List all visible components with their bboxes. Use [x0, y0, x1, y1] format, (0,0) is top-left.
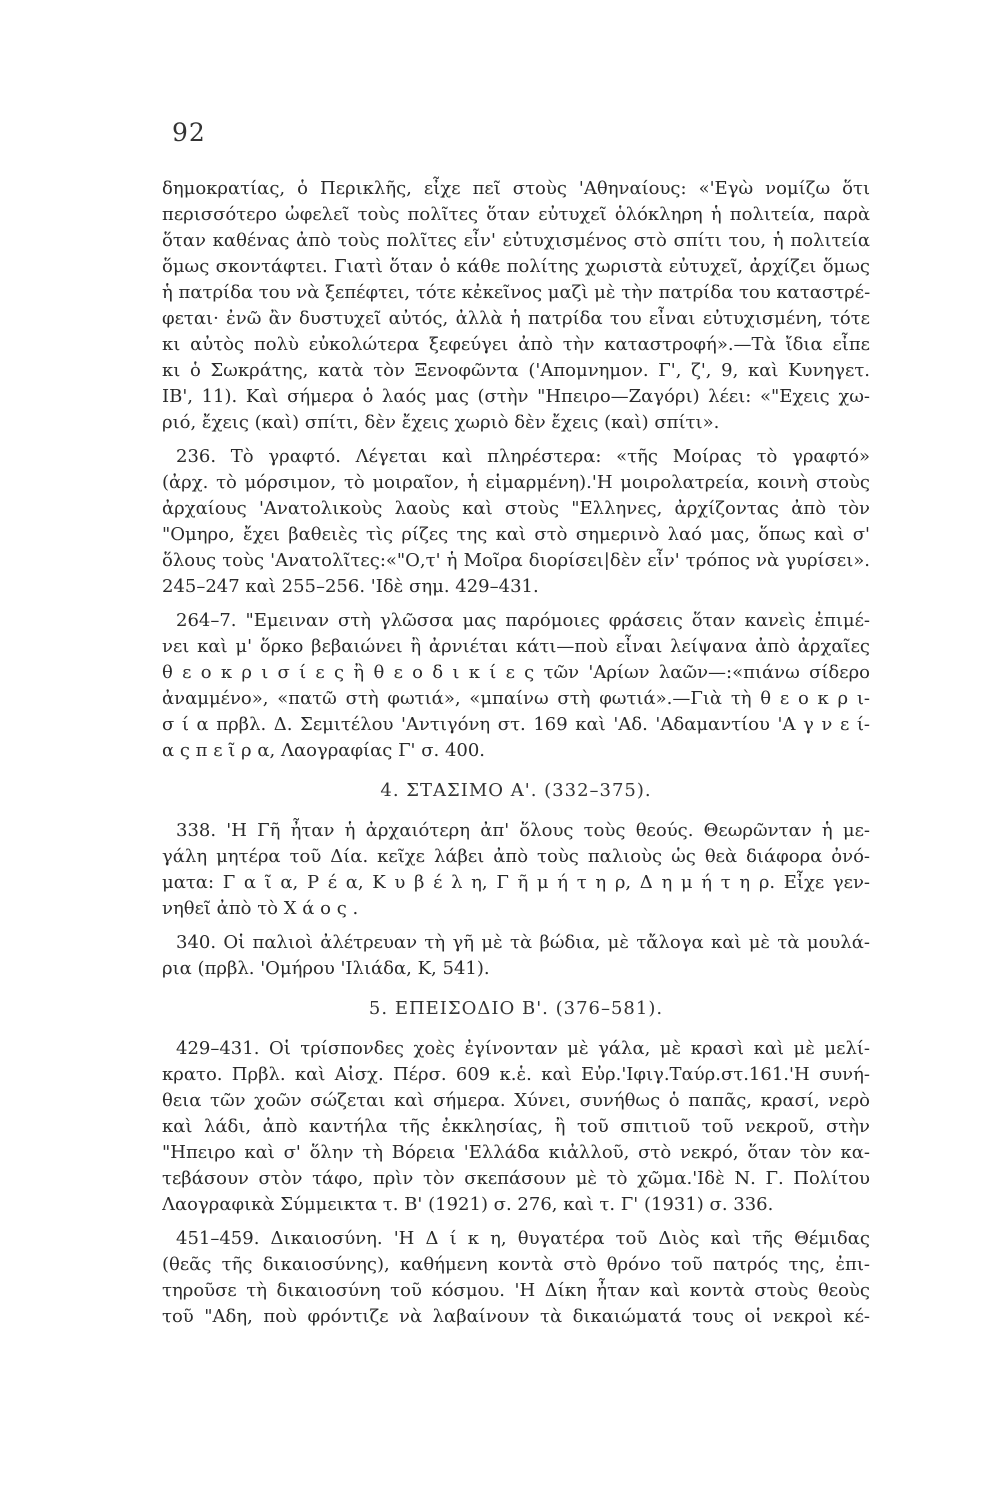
text-line: 338. 'Η Γῆ ἦταν ἡ ἀρχαιότερη ἀπ' ὅλους τοὺς θεούς. Θεωρῶνταν ἡ με-: [176, 820, 870, 841]
paragraph: [162, 444, 870, 600]
paragraph: [162, 1036, 870, 1218]
paragraph: [162, 1226, 870, 1330]
text-line: θεια τῶν χοῶν σώζεται καὶ σήμερα. Χύνει, συνήθως ὁ παπᾶς, κρασί, νερὸ: [162, 1090, 870, 1111]
paragraph-gap: [162, 764, 870, 778]
paragraph-gap: [162, 982, 870, 996]
text-line: ὅταν καθένας ἀπὸ τοὺς πολῖτες εἶν' εὐτυχισμένος στὸ σπίτι του, ἡ πολιτεία: [162, 230, 870, 251]
text-line: 264–7. "Εμειναν στὴ γλῶσσα μας παρόμοιες φράσεις ὅταν κανεὶς ἐπιμέ-: [176, 610, 870, 631]
paragraph-gap: [162, 600, 870, 608]
text-line: 340. Οἱ παλιοὶ ἀλέτρευαν τὴ γῆ μὲ τὰ βώδια, μὲ τἄλογα καὶ μὲ τὰ μουλά-: [176, 932, 870, 953]
text-line: θ ε ο κ ρ ι σ ί ε ς ἢ θ ε ο δ ι κ ί ε ς τῶν 'Αρίων λαῶν—:«πιάνω σίδερο: [162, 662, 870, 683]
text-line: (ἀρχ. τὸ μόρσιμον, τὸ μοιραῖον, ἡ εἱμαρμένη).'Η μοιρολατρεία, κοινὴ στοὺς: [162, 472, 870, 493]
text-line: ματα: Γ α ῖ α, Ρ έ α, Κ υ β έ λ η, Γ ῆ μ ή τ η ρ, Δ η μ ή τ η ρ. Εἶχε γεν-: [162, 872, 870, 893]
text-line: ΙΒ', 11). Καὶ σήμερα ὁ λαός μας (στὴν "Ηπειρο—Ζαγόρι) λέει: «"Εχεις χω-: [162, 386, 870, 407]
text-line: "Ομηρο, ἔχει βαθειὲς τὶς ρίζες της καὶ στὸ σημερινὸ λαό μας, ὅπως καὶ σ': [162, 524, 870, 545]
text-line: ἀναμμένο», «πατῶ στὴ φωτιά», «μπαίνω στὴ φωτιά».—Γιὰ τὴ θ ε ο κ ρ ι-: [162, 688, 870, 709]
text-line: Λαογραφικὰ Σύμμεικτα τ. Β' (1921) σ. 276, καὶ τ. Γ' (1931) σ. 336.: [162, 1194, 774, 1215]
text-line: "Ηπειρο καὶ σ' ὅλην τὴ Βόρεια 'Ελλάδα κιἀλλοῦ, στὸ νεκρό, ὅταν τὸν κα-: [162, 1142, 870, 1163]
text-line: κρατο. Πρβλ. καὶ Αἰσχ. Πέρσ. 609 κ.ἑ. καὶ Εὐρ.'Ιφιγ.Ταύρ.στ.161.'Η συνή-: [162, 1064, 870, 1085]
text-line: νηθεῖ ἀπὸ τὸ Χ ά ο ς .: [162, 898, 359, 919]
text-line: σ ί α πρβλ. Δ. Σεμιτέλου 'Αντιγόνη στ. 169 καὶ 'Αδ. 'Αδαμαντίου 'Α γ ν ε ί-: [162, 714, 870, 735]
text-line: νει καὶ μ' ὅρκο βεβαιώνει ἢ ἀρνιέται κάτι—ποὺ εἶναι λείψανα ἀπὸ ἀρχαῖες: [162, 636, 870, 657]
text-line: ἀρχαίους 'Ανατολικοὺς λαοὺς καὶ στοὺς "Ελληνες, ἀρχίζοντας ἀπὸ τὸν: [162, 498, 870, 519]
paragraph-gap: [162, 1218, 870, 1226]
paragraph: [162, 608, 870, 764]
text-line: τηροῦσε τὴ δικαιοσύνη τοῦ κόσμου. 'Η Δίκη ἦταν καὶ κοντὰ στοὺς θεοὺς: [162, 1280, 870, 1301]
text-line: τοῦ "Αδη, ποὺ φρόντιζε νὰ λαβαίνουν τὰ δικαιώματά τους οἱ νεκροὶ κέ-: [162, 1306, 870, 1327]
text-line: α ς π ε ῖ ρ α, Λαογραφίας Γ' σ. 400.: [162, 740, 486, 761]
section-heading: 5. ΕΠΕΙΣΟΔΙΟ Β'. (376–581).: [368, 998, 664, 1019]
paragraph: [162, 176, 870, 436]
text-line: περισσότερο ὠφελεῖ τοὺς πολῖτες ὅταν εὐτυχεῖ ὁλόκληρη ἡ πολιτεία, παρὰ: [162, 204, 870, 225]
text-line: κι αὐτὸς πολὺ εὐκολώτερα ξεφεύγει ἀπὸ τὴν καταστροφή».—Τὰ ἴδια εἶπε: [162, 334, 870, 355]
text-line: 429–431. Οἱ τρίσπονδες χοὲς ἐγίνονταν μὲ γάλα, μὲ κρασὶ καὶ μὲ μελί-: [176, 1038, 870, 1059]
paragraph: [162, 930, 870, 982]
paragraph: [162, 818, 870, 922]
section-heading: 4. ΣΤΑΣΙΜΟ Α'. (332–375).: [380, 780, 652, 801]
text-line: 245–247 καὶ 255–256. 'Ιδὲ σημ. 429–431.: [162, 576, 539, 597]
text-line: 451–459. Δικαιοσύνη. 'Η Δ ί κ η, θυγατέρα τοῦ Διὸς καὶ τῆς Θέμιδας: [176, 1228, 870, 1249]
text-line: (θεᾶς τῆς δικαιοσύνης), καθήμενη κοντὰ στὸ θρόνο τοῦ πατρός της, ἐπι-: [162, 1254, 870, 1275]
text-line: 236. Τὸ γραφτό. Λέγεται καὶ πληρέστερα: «τῆς Μοίρας τὸ γραφτό»: [176, 446, 870, 467]
text-line: ἡ πατρίδα του νὰ ξεπέφτει, τότε κἐκεῖνος μαζὶ μὲ τὴν πατρίδα του καταστρέ-: [162, 282, 870, 303]
text-line: καὶ λάδι, ἀπὸ καντήλα τῆς ἐκκλησίας, ἢ τοῦ σπιτιοῦ τοῦ νεκροῦ, στὴν: [162, 1116, 870, 1137]
text-line: ὅμως σκοντάφτει. Γιατὶ ὅταν ὁ κάθε πολίτης χωριστὰ εὐτυχεῖ, ἀρχίζει ὅμως: [162, 256, 870, 277]
paragraph-gap: [162, 804, 870, 818]
text-line: γάλη μητέρα τοῦ Δία. κεῖχε λάβει ἀπὸ τοὺς παλιοὺς ὡς θεὰ διάφορα ὀνό-: [162, 846, 870, 867]
text-line: κι ὁ Σωκράτης, κατὰ τὸν Ξενοφῶντα ('Απομνημον. Γ', ζ', 9, καὶ Κυνηγετ.: [162, 360, 870, 381]
text-line: ρια (πρβλ. 'Ομήρου 'Ιλιάδα, Κ, 541).: [162, 958, 490, 979]
paragraph-gap: [162, 922, 870, 930]
text-line: ὅλους τοὺς 'Ανατολῖτες:«"Ο,τ' ἡ Μοῖρα διορίσει|δὲν εἶν' τρόπος νὰ γυρίσει».: [162, 550, 870, 571]
text-line: ριό, ἔχεις (καὶ) σπίτι, δὲν ἔχεις χωριὸ δὲν ἔχεις (καὶ) σπίτι».: [162, 412, 720, 433]
document-body: [162, 176, 870, 1330]
text-line: τεβάσουν στὸν τάφο, πρὶν τὸν σκεπάσουν μὲ τὸ χῶμα.'Ιδὲ Ν. Γ. Πολίτου: [162, 1168, 870, 1189]
text-line: φεται· ἐνῶ ἂν δυστυχεῖ αὐτός, ἀλλὰ ἡ πατρίδα του εἶναι εὐτυχισμένη, τότε: [162, 308, 870, 329]
paragraph-gap: [162, 1022, 870, 1036]
text-line: δημοκρατίας, ὁ Περικλῆς, εἶχε πεῖ στοὺς 'Αθηναίους: «'Εγὼ νομίζω ὅτι: [162, 178, 870, 199]
page-number: 92: [172, 118, 206, 147]
paragraph-gap: [162, 436, 870, 444]
